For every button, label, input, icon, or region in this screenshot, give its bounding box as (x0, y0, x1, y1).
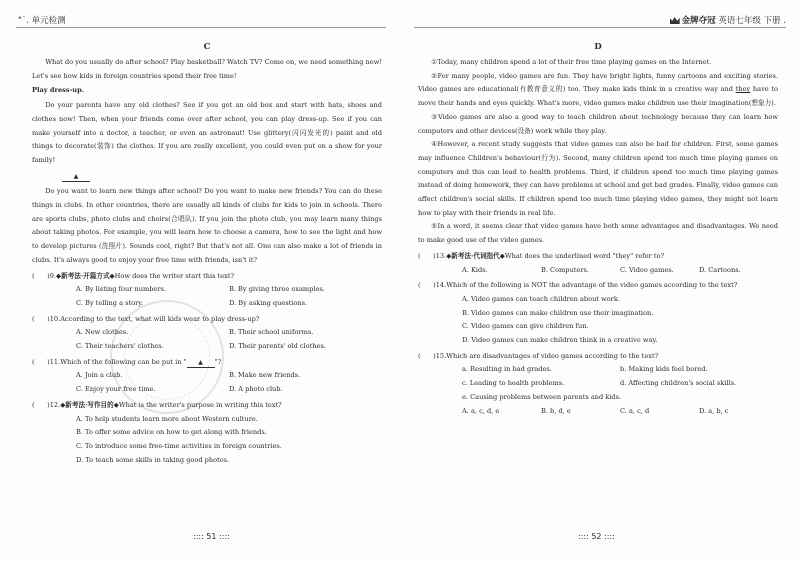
option[interactable]: B. By giving three examples. (229, 285, 325, 294)
option[interactable]: A. Kids. (462, 265, 488, 274)
section-title-d: D (594, 42, 602, 52)
statement: b. Making kids feel bored. (620, 365, 708, 374)
brand-name: 金牌夺冠 (681, 16, 716, 26)
statement: d. Affecting children's social skills. (620, 379, 737, 388)
option[interactable]: C. Their teachers' clothes. (76, 342, 164, 351)
header-rule-right (414, 27, 786, 28)
option[interactable]: B. Their school uniforms. (229, 328, 314, 337)
triangle-icon: ▲ (62, 173, 90, 182)
question-tag: ◆新考法·开篇方式◆ (56, 271, 115, 280)
question-12-options (32, 413, 382, 468)
right-page (418, 40, 778, 418)
section-title-c: C (203, 42, 211, 52)
question-tag: ◆新考法·写作目的◆ (60, 400, 119, 409)
paragraph-3: ③Video games are also a good way to teach children about technology because they can learn how computers and other devices(设备) work while they play. (418, 112, 778, 135)
triangle-icon: ▲ (187, 359, 215, 368)
option[interactable]: A. a, c, d, e (462, 406, 500, 415)
page-number-left: :::: 51 :::: (193, 532, 230, 541)
paragraph-4: ④However, a recent study suggests that video games can also be bad for children. First, some games may influence Children's behaviour(行为). Second, many children spend too much time playing games on computers and this can lead to health problems. Third, if children spend too much time playing games instead of doing homework, they can have problems at school and get bad grades. Finally, video games can affect children's social skills. If children spend too much time playing video games, they might not learn how to play with their friends in real life. (418, 140, 778, 217)
header-left-unit-test: "˙. 单元检测 (18, 16, 66, 26)
option[interactable]: A. New clothes. (76, 328, 129, 337)
question-14: ( )14.Which of the following is NOT the advantage of the video games according to the text? (418, 281, 738, 290)
option[interactable]: D. By asking questions. (229, 298, 308, 307)
option[interactable]: D. Cartoons. (699, 265, 741, 274)
option[interactable]: D. a, b, c (699, 406, 729, 415)
option[interactable]: B. b, d, e (541, 406, 571, 415)
paragraph-clubs: Do you want to learn new things after school? Do you want to make new friends? You can do these things in clubs. In other countries, there are usually all kinds of clubs for kids to join in schools. There are sports clubs, photo clubs and choirs(合唱队). If you join the photo club, you may learn many things about taking photos. For example, you will learn how to choose a camera, how to see the light and how to develop pictures (洗照片). Sounds cool, right? But that's not all. One can also make a lot of friends in clubs. It's always good to enjoy your free time with friends, isn't it? (32, 187, 382, 264)
option[interactable]: C. Video games can give children fun. (462, 322, 589, 331)
option[interactable]: D. To teach some skills in taking good photos. (76, 455, 230, 464)
blank-marker (32, 170, 382, 184)
question-15-choices (418, 405, 778, 419)
option[interactable]: B. Make new friends. (229, 371, 301, 380)
question-tag: ◆新考法·代词指代◆ (446, 251, 505, 260)
question-9: ( )9.◆新考法·开篇方式◆How does the writer start this text? (32, 271, 235, 280)
underlined-word-they: they (735, 85, 751, 94)
option[interactable]: C. To introduce some free-time activities in foreign countries. (76, 441, 282, 450)
question-11: ( )11.Which of the following can be put in " ▲ "? (32, 357, 222, 366)
header-rule-left (16, 27, 386, 28)
option[interactable]: C. Video games. (620, 265, 674, 274)
option[interactable]: B. Computers. (541, 265, 589, 274)
option[interactable]: A. Video games can teach children about work. (462, 294, 620, 303)
question-15-statements (418, 363, 778, 390)
question-15-statement-e: e. Causing problems between parents and kids. (462, 392, 622, 401)
paragraph-2: ②For many people, video games are fun. They have bright lights, funny cartoons and exciting stories. Video games are educational(有教育意义的) too. They make kids think in a creative way and they have to move their hands and eyes quickly. What's more, video games make children use their imagination(想象力). (418, 71, 778, 108)
option[interactable]: D. Their parents' old clothes. (229, 342, 326, 351)
paragraph-1: ①Today, many children spend a lot of their free time playing games on the Internet. (431, 58, 712, 66)
crown-icon (670, 17, 680, 24)
option[interactable]: A. Join a club. (76, 371, 123, 380)
book-title: 英语七年级 下册 . (718, 16, 786, 26)
intro-paragraph: What do you usually do after school? Play basketball? Watch TV? Come on, we need something new! Let's see how kids in foreign countries spend their free time! (32, 58, 382, 80)
option[interactable]: A. To help students learn more about Western culture. (76, 414, 258, 423)
paragraph-5: ⑤In a word, it seems clear that video games have both some advantages and disadvantages. We need to make good use of the video games. (418, 222, 778, 245)
page-number-right: :::: 52 :::: (578, 532, 615, 541)
statement: a. Resulting in bad grades. (462, 365, 552, 374)
question-11-options (32, 369, 382, 396)
statement: c. Leading to health problems. (462, 379, 565, 388)
option[interactable]: D. A photo club. (229, 385, 283, 394)
question-10: ( )10.According to the text, what will kids wear to play dress-up? (32, 314, 260, 323)
option[interactable]: C. a, c, d (620, 406, 650, 415)
option[interactable]: D. Video games can make children think in a creative way. (462, 336, 658, 345)
question-10-options (32, 326, 382, 353)
option[interactable]: C. By telling a story. (76, 298, 144, 307)
subheading-dress-up: Play dress-up. (32, 86, 85, 95)
left-page (32, 40, 382, 467)
header-right (670, 14, 786, 26)
option[interactable]: B. To offer some advice on how to get along with friends. (76, 428, 267, 437)
paragraph-dress-up: Do your parents have any old clothes? See if you get an old box and start with hats, shoes and clothes now! Then, when your friends come over after school, you can play dress-up. See if you can make yourself into a doctor, a teacher, or even an astronaut! Use glittery(闪闪发光的) paint and old things to decorate(装饰) the clothes. If you are really excellent, you could even put on a show for your family! (32, 101, 382, 164)
option[interactable]: B. Video games can make children use their imagination. (462, 308, 654, 317)
question-14-options (418, 293, 778, 348)
option[interactable]: A. By listing four numbers. (76, 285, 166, 294)
question-13: ( )13.◆新考法·代词指代◆What does the underlined word "they" refer to? (418, 251, 664, 260)
question-12: ( )12.◆新考法·写作目的◆What is the writer's purpose in writing this text? (32, 400, 282, 409)
question-15: ( )15.Which are disadvantages of video games according to the text? (418, 351, 659, 360)
question-9-options (32, 283, 382, 310)
option[interactable]: C. Enjoy your free time. (76, 385, 156, 394)
question-13-options (418, 264, 778, 278)
